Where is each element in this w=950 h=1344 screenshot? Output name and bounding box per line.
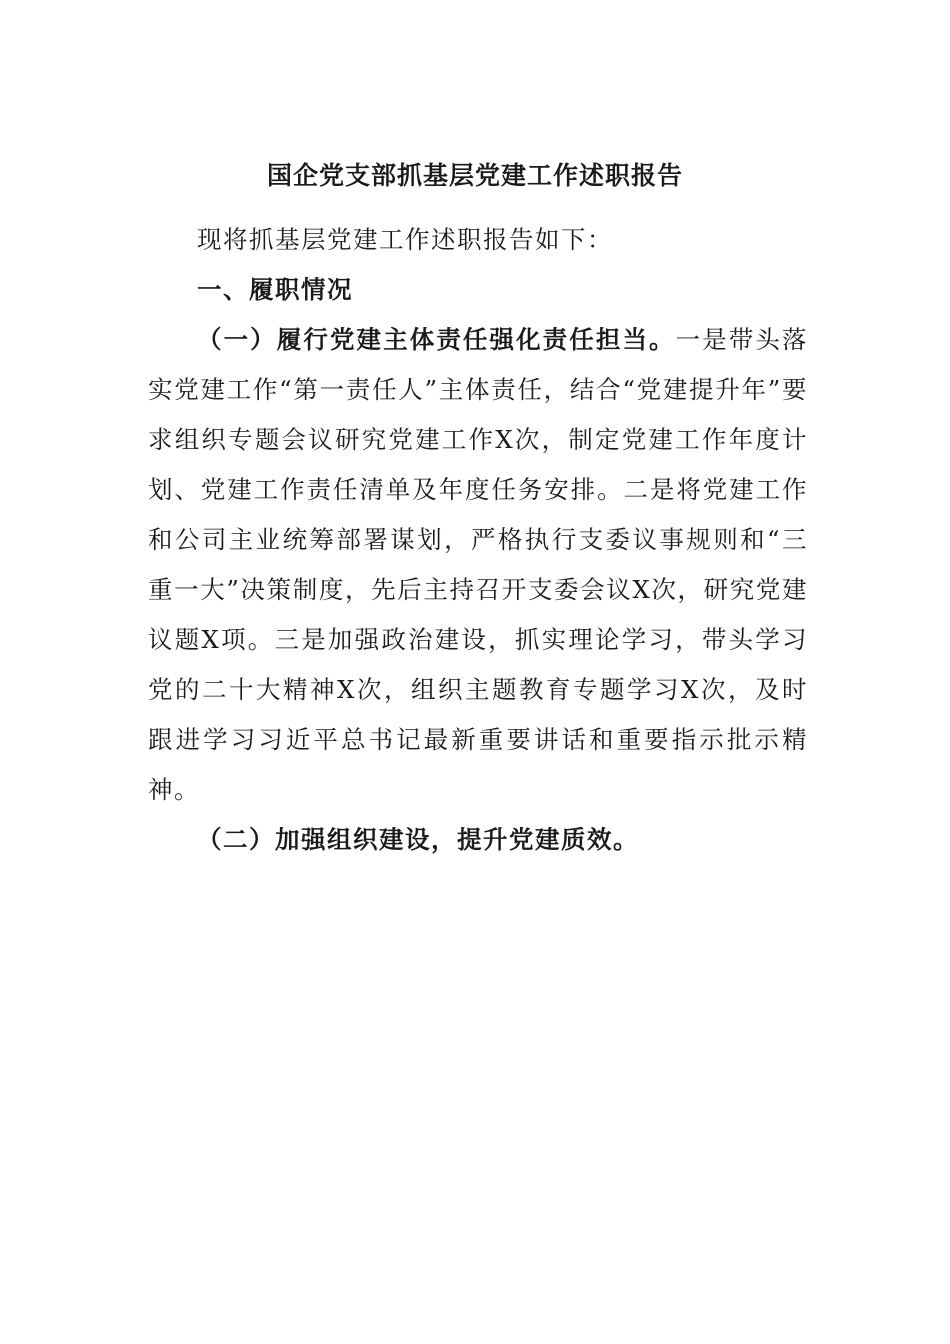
subsection-1-lead: （一）履行党建主体责任强化责任担当。 xyxy=(197,325,676,354)
intro-paragraph: 现将抓基层党建工作述职报告如下： xyxy=(197,225,613,254)
section-heading-1: 一、履职情况 xyxy=(197,275,353,304)
subsection-2-heading: （二）加强组织建设，提升党建质效。 xyxy=(197,825,639,854)
subsection-1-body: 一是带头落实党建工作“第一责任人”主体责任，结合“党建提升年”要求组织专题会议研究党建工作X次，制定党建工作年度计划、党建工作责任清单及年度任务安排。二是将党建工作和公司主业统筹部署谋划，严格执行支委议事规则和“三重一大”决策制度，先后主持召开支委会议X次，研究党建议题X项。三是加强政治建设，抓实理论学习，带头学习党的二十大精神X次，组织主题教育专题学习X次，及时跟进学习习近平总书记最新重要讲话和重要指示批示精神。 xyxy=(148,325,809,804)
document-body xyxy=(148,215,808,865)
subsection-1-paragraph xyxy=(148,315,808,815)
document-title: 国企党支部抓基层党建工作述职报告 xyxy=(266,161,683,190)
